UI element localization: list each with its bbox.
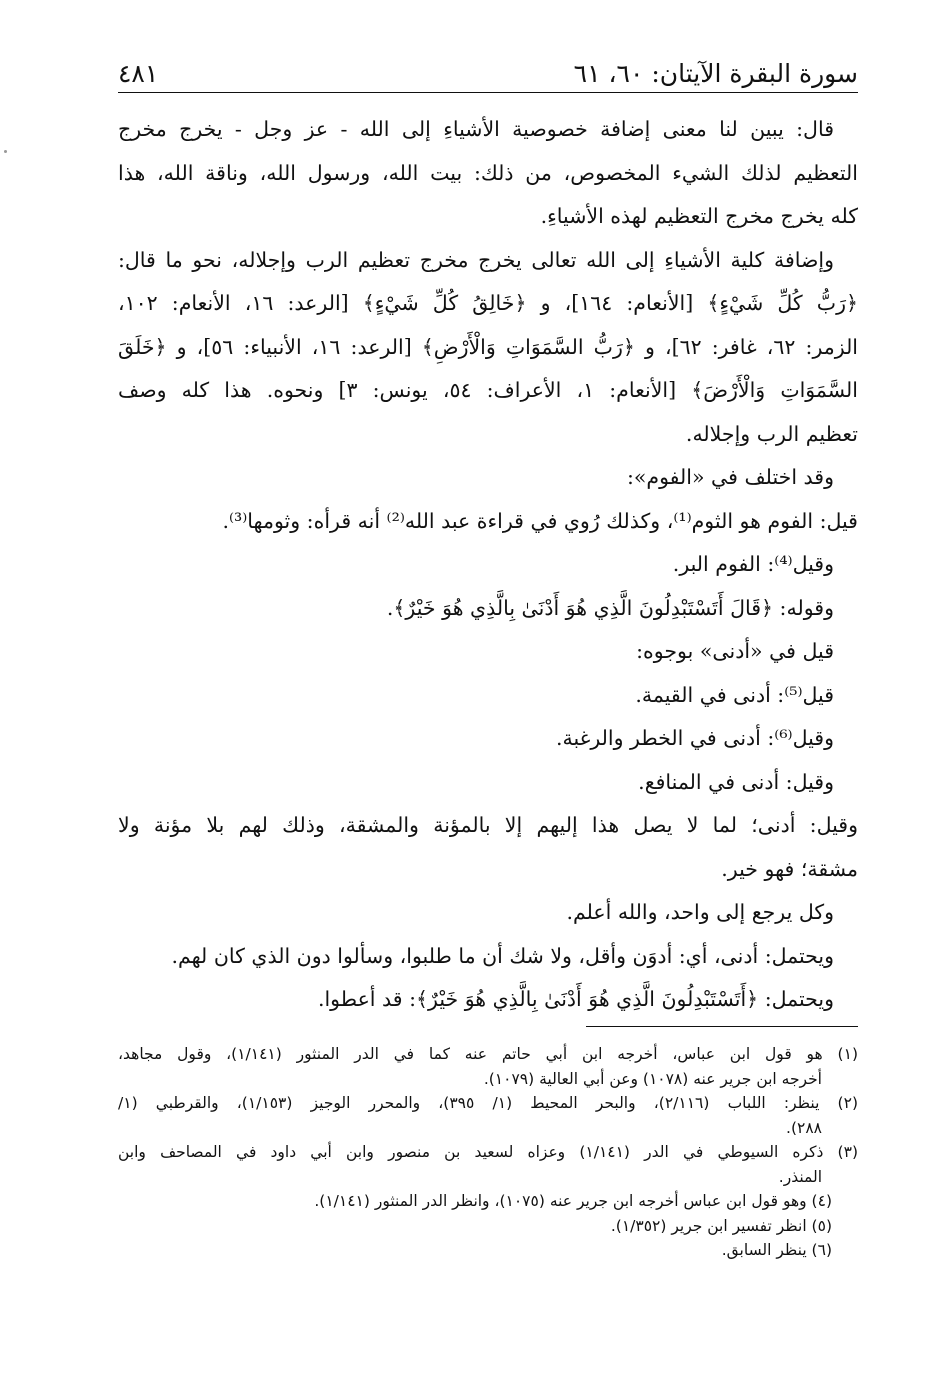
footnote-line: (٦) ينظر السابق. — [721, 1241, 832, 1259]
footnote-line: (٤) وهو قول ابن عباس أخرجه ابن جرير عنه (١٠٧٥)، وانظر الدر المنثور (١/١٤١). — [314, 1192, 832, 1210]
page-header — [118, 44, 858, 93]
text-line: التعظيم لذلك الشيء المخصوص، من ذلك: بيت الله، ورسول الله، وناقة الله، هذا — [118, 160, 858, 185]
text-line: ويحتمل: ﴿أَتَسْتَبْدِلُونَ الَّذِي هُوَ أَدْنَىٰ بِالَّذِي هُوَ خَيْرٌ﴾: قد أعطوا. — [317, 987, 834, 1011]
text-line: قيل⁽⁵⁾: أدنى في القيمة. — [635, 682, 834, 707]
footnote-line: (٣) ذكره السيوطي في الدر (١/١٤١) وعزاه لسعيد بن منصور وابن أبي داود في المصاحف وابن — [118, 1143, 858, 1161]
text-line: قال: يبين لنا معنى إضافة خصوصية الأشياءِ إلى الله - عز وجل - يخرج مخرج — [118, 117, 834, 141]
footnote-line: (١) هو قول ابن عباس، أخرجه ابن أبي حاتم عنه كما في الدر المنثور (١/١٤١)، وقول مجاهد، — [118, 1045, 858, 1063]
main-text — [118, 108, 858, 1022]
text-line: وقوله: ﴿قَالَ أَتَسْتَبْدِلُونَ الَّذِي هُوَ أَدْنَىٰ بِالَّذِي هُوَ خَيْرٌ﴾. — [386, 595, 834, 620]
text-line: وكل يرجع إلى واحد، والله أعلم. — [566, 900, 834, 924]
text-line: وقد اختلف في «الفوم»: — [626, 465, 834, 489]
footnote-line: أخرجه ابن جرير عنه (١٠٧٨) وعن أبي العالية (١٠٧٩). — [483, 1069, 822, 1088]
text-line: كله يخرج مخرج التعظيم لهذه الأشياءِ. — [540, 204, 858, 228]
footnotes — [118, 1042, 858, 1263]
text-line: قيل: الفوم هو الثوم⁽¹⁾، وكذلك رُوي في قراءة عبد الله⁽²⁾ أنه قرأه: وثومها⁽³⁾. — [222, 508, 858, 533]
footnote-line: (٥) انظر تفسير ابن جرير (١/٣٥٢). — [610, 1216, 832, 1235]
text-line: وقيل⁽⁴⁾: الفوم البر. — [672, 552, 834, 576]
text-line: ﴿رَبُّ كُلِّ شَيْءٍ﴾ [الأنعام: ١٦٤]، و ﴿خَالِقُ كُلِّ شَيْءٍ﴾ [الرعد: ١٦، الأنعام: ١٠٢، — [118, 291, 858, 315]
text-line: قيل في «أدنى» بوجوه: — [636, 639, 834, 663]
text-line: ويحتمل: أدنى، أي: أدوَن وأقل، ولا شك أن ما طلبوا، وسألوا دون الذي كان لهم. — [171, 943, 834, 968]
page-number: ٤٨١ — [118, 59, 159, 88]
footnote-line: المنذر. — [778, 1167, 822, 1186]
text-line: الزمر: ٦٢، غافر: ٦٢]، و ﴿رَبُّ السَّمَوَاتِ وَالْأَرْضِ﴾ [الرعد: ١٦، الأنبياء: ٥٦]، و ﴿خَلَقَ — [118, 334, 859, 359]
text-line: وقيل: أدنى؛ لما لا يصل هذا إليهم إلا بالمؤنة والمشقة، وذلك لهم بلا مؤنة ولا — [118, 813, 858, 837]
footnote-line: ٢٨٨). — [786, 1118, 822, 1137]
text-line: مشقة؛ فهو خير. — [721, 856, 858, 881]
text-line: السَّمَوَاتِ وَالْأَرْضَ﴾ [الأنعام: ١، الأعراف: ٥٤، يونس: ٣] ونحوه. هذا كله وصف — [118, 378, 858, 402]
footnote-line: (٢) ينظر: اللباب (٢/١١٦)، والبحر المحيط (١/ ٣٩٥)، والمحرر الوجيز (١/١٥٣)، والقرطبي (١/ — [118, 1094, 858, 1112]
scan-speck — [4, 150, 7, 153]
text-line: تعظيم الرب وإجلاله. — [685, 421, 858, 446]
footnote-separator — [586, 1026, 858, 1027]
running-title: سورة البقرة الآيتان: ٦٠، ٦١ — [573, 59, 858, 88]
text-line: وإضافة كلية الأشياءِ إلى الله تعالى يخرج مخرج تعظيم الرب وإجلاله، نحو ما قال: — [118, 247, 834, 272]
text-line: وقيل⁽⁶⁾: أدنى في الخطر والرغبة. — [555, 726, 834, 750]
text-line: وقيل: أدنى في المنافع. — [638, 769, 834, 794]
